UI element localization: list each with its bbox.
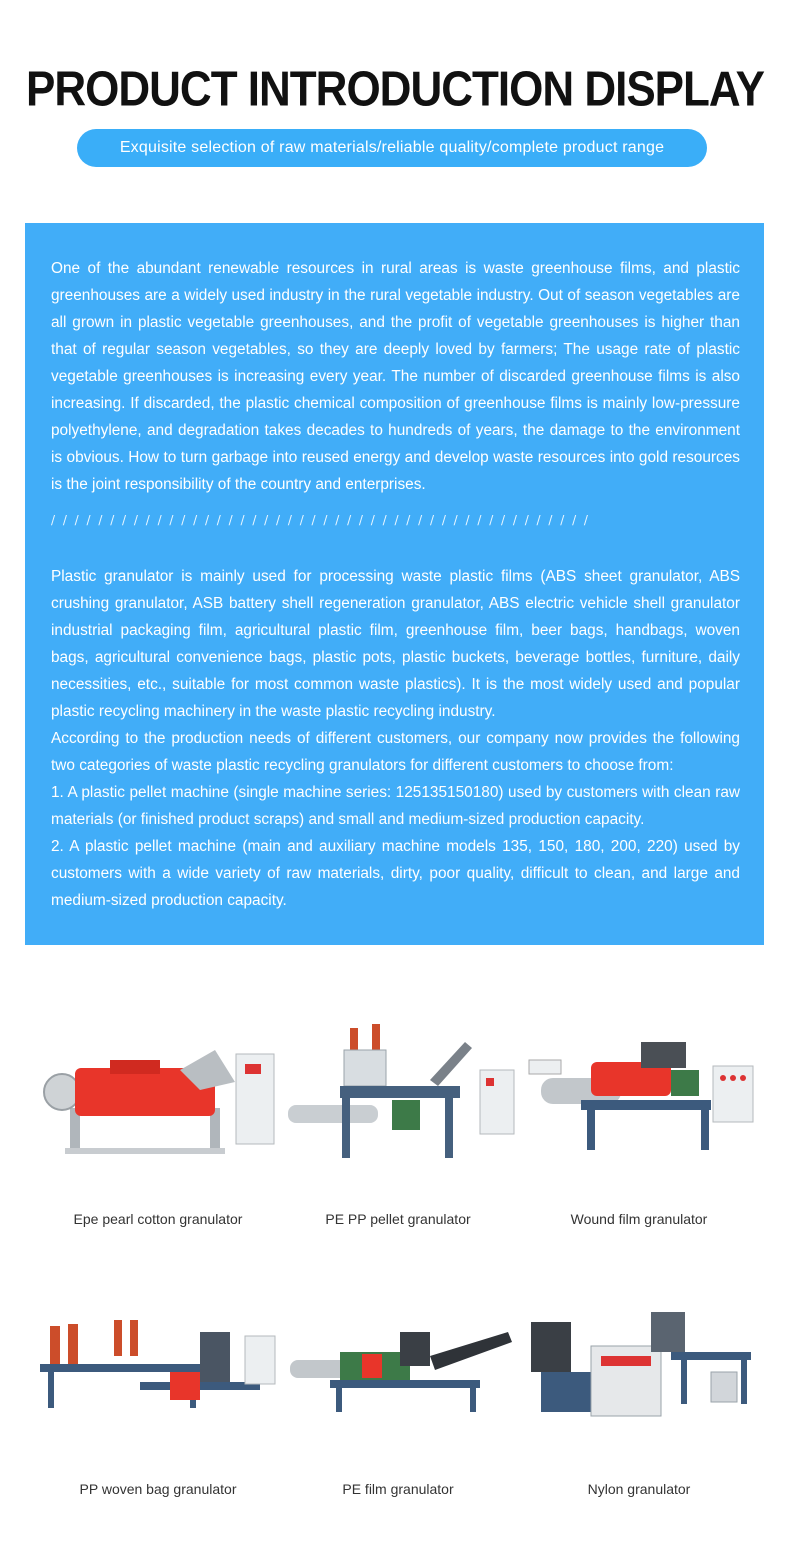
intro-paragraph: 1. A plastic pellet machine (single machine series: 125135150180) used by customers with clean raw materials (or finished product scraps) and small and medium-sized production capacity. [51,784,740,828]
product-card[interactable] [40,1312,276,1507]
intro-paragraph: According to the production needs of different customers, our company now provides the following two categories of waste plastic recycling granulators for different customers to choose from: [51,730,740,774]
product-caption: PE film granulator [342,1481,454,1497]
intro-panel [25,223,764,945]
slash-divider: ////////////////////////////////////////////// [51,513,596,527]
product-card[interactable] [280,1312,516,1507]
product-caption: Nylon granulator [587,1481,691,1497]
intro-paragraph: One of the abundant renewable resources in rural areas is waste greenhouse films, and plastic greenhouses are a widely used industry in the rural vegetable industry. Out of season vegetables are all grown in plastic vegetable greenhouses, and the profit of vegetable greenhouses is higher than that of regular season vegetables, so they are deeply loved by farmers; The usage rate of plastic vegetable greenhouses is increasing every year. The number of discarded greenhouse films is also increasing. If discarded, the plastic chemical composition of greenhouse films is mainly low-pressure polyethylene, and degradation takes decades to hundreds of years, the damage to the environment is obvious. How to turn garbage into reused energy and develop waste resources into gold resources is the joint responsibility of the country and enterprises. [51,260,740,493]
subtitle-text: Exquisite selection of raw materials/reliable quality/complete product range [119,139,665,156]
page-title: PRODUCT INTRODUCTION DISPLAY [26,62,764,117]
product-card[interactable] [280,1020,516,1235]
product-caption: Epe pearl cotton granulator [73,1211,243,1227]
product-caption: PE PP pellet granulator [325,1211,471,1227]
product-card[interactable] [40,1020,276,1235]
pe-film-granulator-image [280,1312,516,1432]
pp-woven-bag-granulator-image [40,1312,276,1432]
pe-pp-granulator-image [280,1020,516,1170]
wound-film-granulator-image [521,1020,757,1170]
intro-paragraph: Plastic granulator is mainly used for processing waste plastic films (ABS sheet granulator, ABS crushing granulator, ASB battery shell regeneration granulator, ABS electric vehicle shell granulator industrial packaging film, agricultural plastic film, greenhouse film, beer bags, handbags, woven bags, agricultural convenience bags, plastic pots, plastic buckets, beverage bottles, furniture, daily necessities, etc., suitable for most common waste plastics). It is the most widely used and popular plastic recycling machinery in the waste plastic recycling industry. [51,568,740,720]
nylon-granulator-image [521,1312,757,1432]
intro-paragraph: 2. A plastic pellet machine (main and auxiliary machine models 135, 150, 180, 200, 220) used by customers with a wide variety of raw materials, dirty, poor quality, difficult to clean, and large and medium-sized production capacity. [51,838,740,909]
subtitle-banner [77,129,707,167]
epe-granulator-image [40,1020,276,1170]
product-card[interactable] [521,1020,757,1235]
product-caption: Wound film granulator [570,1211,708,1227]
product-card[interactable] [521,1312,757,1507]
intro-paragraph-block [51,563,740,914]
product-caption: PP woven bag granulator [79,1481,237,1497]
